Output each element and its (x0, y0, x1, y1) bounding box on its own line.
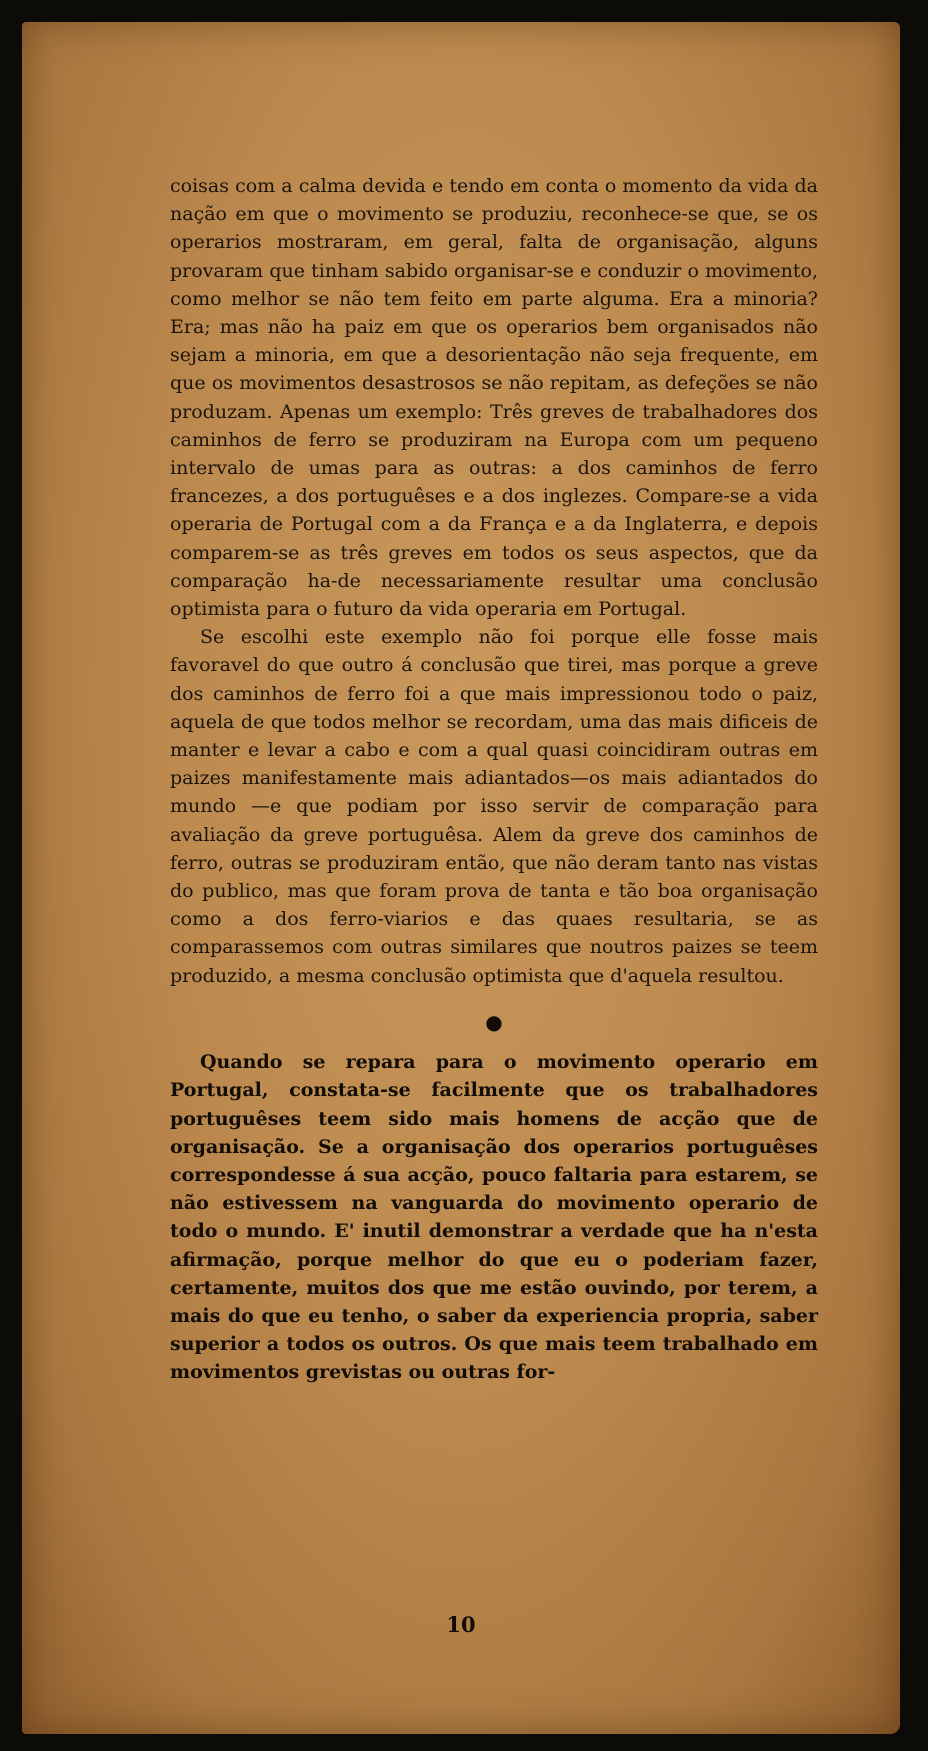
body-text (170, 172, 818, 1387)
paragraph-1: coisas com a calma devida e tendo em conta o momento da vida da nação em que o movimento se produziu, reconhece-se que, se os operarios mostraram, em geral, falta de organisação, alguns provaram que tinham sabido organisar-se e conduzir o movimento, como melhor se não tem feito em parte alguma. Era a minoria? Era; mas não ha paiz em que os operarios bem organisados não sejam a minoria, em que a desorientação não seja frequente, em que os movimentos desastrosos se não repitam, as defeções se não produzam. Apenas um exemplo: Três greves de trabalhadores dos caminhos de ferro se produziram na Europa com um pequeno intervalo de umas para as outras: a dos caminhos de ferro francezes, a dos portuguêses e a dos inglezes. Compare-se a vida operaria de Portugal com a da França e a da Inglaterra, e depois comparem-se as três greves em todos os seus aspectos, que da comparação ha-de necessariamente resultar uma conclusão optimista para o futuro da vida operaria em Portugal. (170, 175, 818, 621)
paragraph-2: Se escolhi este exemplo não foi porque elle fosse mais favoravel do que outro á conclusão que tirei, mas porque a greve dos caminhos de ferro foi a que mais impressionou todo o paiz, aquela de que todos melhor se recordam, uma das mais dificeis de manter e levar a cabo e com a qual quasi coincidiram outras em paizes manifestamente mais adiantados—os mais adiantados do mundo —e que podiam por isso servir de comparação para avaliação da greve portuguêsa. Alem da greve dos caminhos de ferro, outras se produziram então, que não deram tanto nas vistas do publico, mas que foram prova de tanta e tão boa organisação como a dos ferro-viarios e das quaes resultaria, se as comparassemos com outras similares que noutros paizes se teem produzido, a mesma conclusão optimista que d'aquela resultou. (170, 626, 818, 987)
paragraph-3: Quando se repara para o movimento operario em Portugal, constata-se facilmente que os trabalhadores portuguêses teem sido mais homens de acção que de organisação. Se a organisação dos operarios portuguêses correspondesse á sua acção, pouco faltaria para estarem, se não estivessem na vanguarda do movimento operario de todo o mundo. E' inutil demonstrar a verdade que ha n'esta afirmação, porque melhor do que eu o poderiam fazer, certamente, muitos dos que me estão ouvindo, por terem, a mais do que eu tenho, o saber da experiencia propria, saber superior a todos os outros. Os que mais teem trabalhado em movimentos grevistas ou outras for- (170, 1051, 818, 1384)
document-page (22, 22, 900, 1734)
section-separator: ● (485, 1009, 503, 1034)
page-number: 10 (446, 1612, 476, 1637)
